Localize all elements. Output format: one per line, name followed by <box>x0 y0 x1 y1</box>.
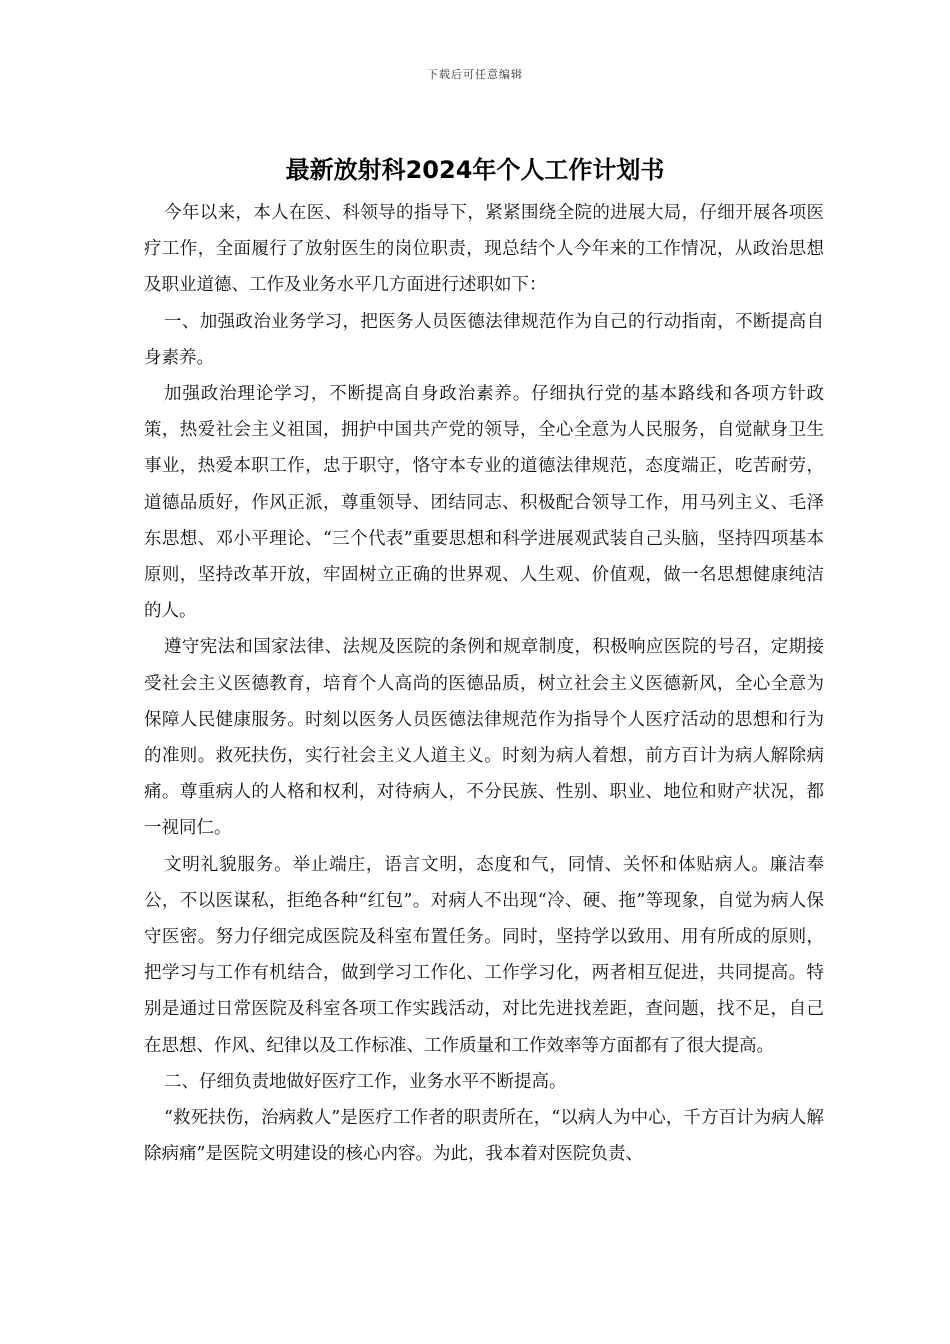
document-title: 最新放射科2024年个人工作计划书 <box>285 156 665 184</box>
header-note: 下载后可任意编辑 <box>427 68 523 81</box>
paragraph: 加强政治理论学习，不断提高自身政治素养。仔细执行党的基本路线和各项方针政策，热爱社会主义祖国，拥护中国共产党的领导，全心全意为人民服务，自觉献身卫生事业，热爱本职工作，忠于职守，恪守本专业的道德法律规范，态度端正，吃苦耐劳，道德品质好，作风正派，尊重领导、团结同志、积极配合领导工作，用马列主义、毛泽东思想、邓小平理论、“三个代表”重要思想和科学进展观武装自己头脑，坚持四项基本原则，坚持改革开放，牢固树立正确的世界观、人生观、价值观，做一名思想健康纯洁的人。 <box>144 384 824 622</box>
document-body <box>144 195 824 1172</box>
paragraph: “救死扶伤，治病救人”是医疗工作者的职责所在，“以病人为中心，千方百计为病人解除病痛”是医院文明建设的核心内容。为此，我本着对医院负责、 <box>144 1108 824 1165</box>
section-heading: 二、仔细负责地做好医疗工作，业务水平不断提高。 <box>164 1071 567 1092</box>
section-heading: 一、加强政治业务学习，把医务人员医德法律规范作为自己的行动指南，不断提高自身素养。 <box>144 311 824 368</box>
paragraph: 文明礼貌服务。举止端庄，语言文明，态度和气，同情、关怀和体贴病人。廉洁奉公，不以医谋私，拒绝各种“红包”。对病人不出现“冷、硬、拖”等现象，自觉为病人保守医密。努力仔细完成医院及科室布置任务。同时，坚持学以致用、用有所成的原则，把学习与工作有机结合，做到学习工作化、工作学习化，两者相互促进，共同提高。特别是通过日常医院及科室各项工作实践活动，对比先进找差距，查问题，找不足，自己在思想、作风、纪律以及工作标准、工作质量和工作效率等方面都有了很大提高。 <box>144 854 824 1056</box>
paragraph: 遵守宪法和国家法律、法规及医院的条例和规章制度，积极响应医院的号召，定期接受社会主义医德教育，培育个人高尚的医德品质，树立社会主义医德新风，全心全意为保障人民健康服务。时刻以医务人员医德法律规范作为指导个人医疗活动的思想和行为的准则。救死扶伤，实行社会主义人道主义。时刻为病人着想，前方百计为病人解除病痛。尊重病人的人格和权利，对待病人，不分民族、性别、职业、地位和财产状况，都一视同仁。 <box>144 637 824 839</box>
paragraph: 今年以来，本人在医、科领导的指导下，紧紧围绕全院的进展大局，仔细开展各项医疗工作，全面履行了放射医生的岗位职责，现总结个人今年来的工作情况，从政治思想及职业道德、工作及业务水平几方面进行述职如下： <box>144 203 824 296</box>
